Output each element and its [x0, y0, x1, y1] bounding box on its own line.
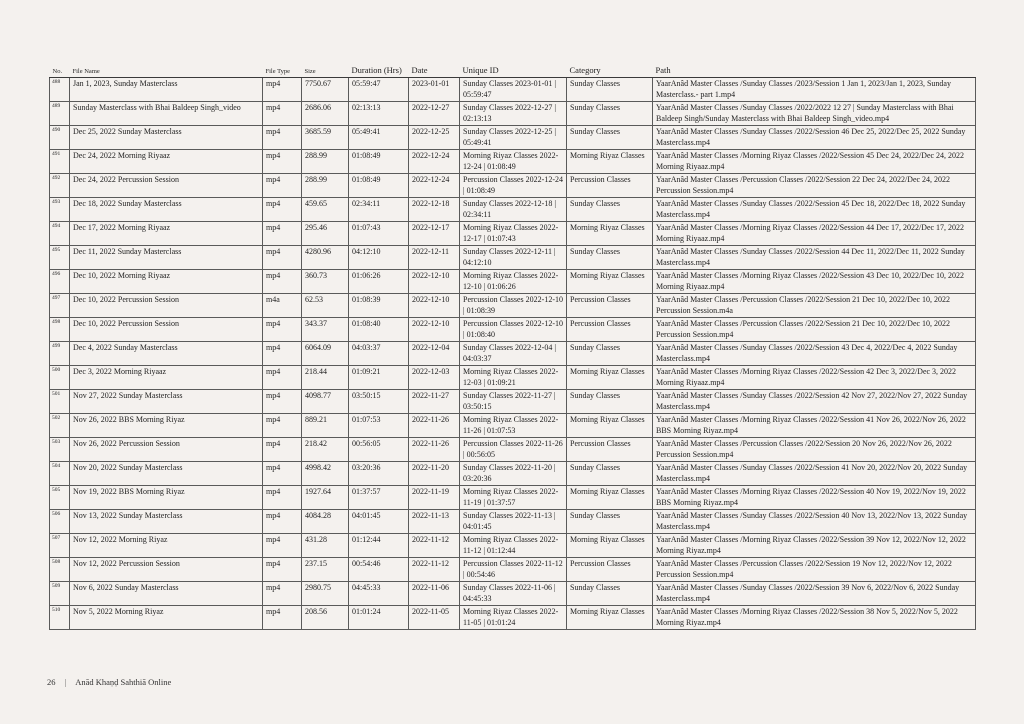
cell-size: 295.46	[302, 222, 349, 246]
cell-category: Morning Riyaz Classes	[567, 366, 653, 390]
cell-file-name: Dec 24, 2022 Morning Riyaaz	[70, 150, 263, 174]
header-no: No.	[50, 63, 70, 78]
cell-path: YaarAnâd Master Classes /Sunday Classes /2022/Session 46 Dec 25, 2022/Dec 25, 2022 Sunday Masterclass.mp4	[653, 126, 976, 150]
cell-no: 490	[50, 126, 70, 150]
cell-unique-id: Sunday Classes 2023-01-01 | 05:59:47	[460, 78, 567, 102]
cell-size: 360.73	[302, 270, 349, 294]
cell-category: Morning Riyaz Classes	[567, 150, 653, 174]
cell-path: YaarAnâd Master Classes /Sunday Classes /2022/Session 45 Dec 18, 2022/Dec 18, 2022 Sunday Masterclass.mp4	[653, 198, 976, 222]
table-row	[50, 78, 976, 102]
cell-date: 2022-12-18	[409, 198, 460, 222]
cell-category: Morning Riyaz Classes	[567, 606, 653, 630]
cell-duration: 00:56:05	[349, 438, 409, 462]
cell-date: 2022-12-10	[409, 294, 460, 318]
cell-path: YaarAnâd Master Classes /Morning Riyaz Classes /2022/Session 43 Dec 10, 2022/Dec 10, 2022 Morning Riyaaz.mp4	[653, 270, 976, 294]
cell-unique-id: Sunday Classes 2022-11-20 | 03:20:36	[460, 462, 567, 486]
cell-date: 2022-11-05	[409, 606, 460, 630]
cell-unique-id: Percussion Classes 2022-12-10 | 01:08:39	[460, 294, 567, 318]
cell-no: 491	[50, 150, 70, 174]
cell-file-name: Nov 12, 2022 Morning Riyaz	[70, 534, 263, 558]
cell-date: 2022-12-24	[409, 150, 460, 174]
cell-no: 502	[50, 414, 70, 438]
cell-size: 459.65	[302, 198, 349, 222]
cell-size: 1927.64	[302, 486, 349, 510]
cell-date: 2023-01-01	[409, 78, 460, 102]
cell-duration: 05:59:47	[349, 78, 409, 102]
cell-unique-id: Sunday Classes 2022-12-11 | 04:12:10	[460, 246, 567, 270]
cell-duration: 04:45:33	[349, 582, 409, 606]
cell-date: 2022-12-10	[409, 270, 460, 294]
cell-date: 2022-11-12	[409, 534, 460, 558]
cell-size: 2980.75	[302, 582, 349, 606]
cell-duration: 03:20:36	[349, 462, 409, 486]
cell-file-name: Dec 11, 2022 Sunday Masterclass	[70, 246, 263, 270]
cell-size: 4998.42	[302, 462, 349, 486]
cell-path: YaarAnâd Master Classes /Percussion Classes /2022/Session 21 Dec 10, 2022/Dec 10, 2022 Percussion Session.m4a	[653, 294, 976, 318]
cell-no: 494	[50, 222, 70, 246]
table-row	[50, 342, 976, 366]
cell-duration: 01:08:49	[349, 150, 409, 174]
cell-unique-id: Sunday Classes 2022-12-25 | 05:49:41	[460, 126, 567, 150]
cell-date: 2022-12-03	[409, 366, 460, 390]
cell-date: 2022-11-19	[409, 486, 460, 510]
header-category: Category	[567, 63, 653, 78]
table-row	[50, 270, 976, 294]
cell-file-type: mp4	[263, 486, 302, 510]
cell-unique-id: Morning Riyaz Classes 2022-12-10 | 01:06:26	[460, 270, 567, 294]
cell-path: YaarAnâd Master Classes /Morning Riyaz Classes /2022/Session 38 Nov 5, 2022/Nov 5, 2022 Morning Riyaz.mp4	[653, 606, 976, 630]
cell-file-name: Nov 19, 2022 BBS Morning Riyaz	[70, 486, 263, 510]
cell-unique-id: Sunday Classes 2022-12-04 | 04:03:37	[460, 342, 567, 366]
cell-no: 506	[50, 510, 70, 534]
cell-unique-id: Morning Riyaz Classes 2022-12-03 | 01:09:21	[460, 366, 567, 390]
table-row	[50, 198, 976, 222]
cell-unique-id: Morning Riyaz Classes 2022-12-24 | 01:08:49	[460, 150, 567, 174]
cell-category: Sunday Classes	[567, 342, 653, 366]
cell-unique-id: Sunday Classes 2022-11-06 | 04:45:33	[460, 582, 567, 606]
cell-file-name: Dec 24, 2022 Percussion Session	[70, 174, 263, 198]
cell-file-type: mp4	[263, 150, 302, 174]
cell-file-name: Sunday Masterclass with Bhai Baldeep Singh_video	[70, 102, 263, 126]
cell-file-name: Dec 4, 2022 Sunday Masterclass	[70, 342, 263, 366]
cell-file-name: Dec 17, 2022 Morning Riyaaz	[70, 222, 263, 246]
cell-no: 510	[50, 606, 70, 630]
cell-file-type: mp4	[263, 390, 302, 414]
cell-file-type: mp4	[263, 558, 302, 582]
table-row	[50, 414, 976, 438]
cell-file-name: Dec 18, 2022 Sunday Masterclass	[70, 198, 263, 222]
cell-size: 288.99	[302, 150, 349, 174]
cell-no: 488	[50, 78, 70, 102]
cell-unique-id: Sunday Classes 2022-11-13 | 04:01:45	[460, 510, 567, 534]
cell-file-type: mp4	[263, 318, 302, 342]
cell-file-type: mp4	[263, 366, 302, 390]
cell-path: YaarAnâd Master Classes /Sunday Classes /2022/Session 44 Dec 11, 2022/Dec 11, 2022 Sunday Masterclass.mp4	[653, 246, 976, 270]
cell-size: 288.99	[302, 174, 349, 198]
cell-duration: 04:03:37	[349, 342, 409, 366]
cell-category: Percussion Classes	[567, 174, 653, 198]
cell-file-type: mp4	[263, 534, 302, 558]
cell-file-type: mp4	[263, 126, 302, 150]
cell-duration: 02:13:13	[349, 102, 409, 126]
footer-separator: |	[64, 677, 67, 687]
cell-date: 2022-12-10	[409, 318, 460, 342]
cell-file-type: m4a	[263, 294, 302, 318]
cell-path: YaarAnâd Master Classes /Percussion Classes /2022/Session 21 Dec 10, 2022/Dec 10, 2022 Percussion Session.mp4	[653, 318, 976, 342]
cell-size: 218.42	[302, 438, 349, 462]
page-number: 26	[47, 677, 56, 687]
cell-date: 2022-11-13	[409, 510, 460, 534]
cell-unique-id: Percussion Classes 2022-12-10 | 01:08:40	[460, 318, 567, 342]
header-date: Date	[409, 63, 460, 78]
cell-path: YaarAnâd Master Classes /Sunday Classes /2022/Session 41 Nov 20, 2022/Nov 20, 2022 Sunday Masterclass.mp4	[653, 462, 976, 486]
cell-size: 218.44	[302, 366, 349, 390]
cell-size: 208.56	[302, 606, 349, 630]
table-row	[50, 246, 976, 270]
table-row	[50, 390, 976, 414]
cell-size: 2686.06	[302, 102, 349, 126]
cell-date: 2022-12-27	[409, 102, 460, 126]
cell-unique-id: Percussion Classes 2022-11-26 | 00:56:05	[460, 438, 567, 462]
table-row	[50, 606, 976, 630]
table-row	[50, 510, 976, 534]
cell-size: 889.21	[302, 414, 349, 438]
cell-date: 2022-11-12	[409, 558, 460, 582]
cell-path: YaarAnâd Master Classes /Sunday Classes /2022/Session 43 Dec 4, 2022/Dec 4, 2022 Sunday Masterclass.mp4	[653, 342, 976, 366]
cell-file-type: mp4	[263, 438, 302, 462]
table-row	[50, 438, 976, 462]
cell-file-type: mp4	[263, 198, 302, 222]
cell-no: 504	[50, 462, 70, 486]
table-row	[50, 126, 976, 150]
cell-duration: 03:50:15	[349, 390, 409, 414]
table-row	[50, 366, 976, 390]
cell-path: YaarAnâd Master Classes /Sunday Classes /2023/Session 1 Jan 1, 2023/Jan 1, 2023, Sunday Masterclass.- part 1.mp4	[653, 78, 976, 102]
cell-file-name: Dec 3, 2022 Morning Riyaaz	[70, 366, 263, 390]
cell-no: 489	[50, 102, 70, 126]
cell-duration: 01:08:39	[349, 294, 409, 318]
cell-unique-id: Morning Riyaz Classes 2022-11-19 | 01:37:57	[460, 486, 567, 510]
cell-category: Percussion Classes	[567, 558, 653, 582]
cell-size: 6064.09	[302, 342, 349, 366]
cell-no: 509	[50, 582, 70, 606]
cell-no: 499	[50, 342, 70, 366]
cell-size: 3685.59	[302, 126, 349, 150]
cell-file-name: Nov 13, 2022 Sunday Masterclass	[70, 510, 263, 534]
header-unique-id: Unique ID	[460, 63, 567, 78]
cell-file-type: mp4	[263, 102, 302, 126]
cell-no: 508	[50, 558, 70, 582]
cell-duration: 01:06:26	[349, 270, 409, 294]
table-row	[50, 150, 976, 174]
cell-no: 496	[50, 270, 70, 294]
header-path: Path	[653, 63, 976, 78]
publication-name: Anād Khaṇḍ Sahthiā Online	[75, 677, 172, 687]
cell-date: 2022-12-11	[409, 246, 460, 270]
cell-file-name: Dec 10, 2022 Percussion Session	[70, 318, 263, 342]
cell-unique-id: Sunday Classes 2022-12-27 | 02:13:13	[460, 102, 567, 126]
cell-date: 2022-11-26	[409, 414, 460, 438]
cell-file-name: Dec 10, 2022 Morning Riyaaz	[70, 270, 263, 294]
table-row	[50, 462, 976, 486]
cell-unique-id: Percussion Classes 2022-11-12 | 00:54:46	[460, 558, 567, 582]
cell-file-type: mp4	[263, 606, 302, 630]
table-row	[50, 558, 976, 582]
cell-category: Percussion Classes	[567, 438, 653, 462]
cell-category: Morning Riyaz Classes	[567, 270, 653, 294]
cell-path: YaarAnâd Master Classes /Percussion Classes /2022/Session 22 Dec 24, 2022/Dec 24, 2022 Percussion Session.mp4	[653, 174, 976, 198]
cell-category: Morning Riyaz Classes	[567, 222, 653, 246]
cell-duration: 01:01:24	[349, 606, 409, 630]
table-row	[50, 534, 976, 558]
cell-path: YaarAnâd Master Classes /Percussion Classes /2022/Session 19 Nov 12, 2022/Nov 12, 2022 Percussion Session.mp4	[653, 558, 976, 582]
cell-duration: 01:07:43	[349, 222, 409, 246]
cell-file-name: Nov 26, 2022 BBS Morning Riyaz	[70, 414, 263, 438]
cell-category: Sunday Classes	[567, 510, 653, 534]
cell-size: 4280.96	[302, 246, 349, 270]
cell-size: 237.15	[302, 558, 349, 582]
cell-date: 2022-11-20	[409, 462, 460, 486]
cell-category: Sunday Classes	[567, 78, 653, 102]
cell-path: YaarAnâd Master Classes /Sunday Classes /2022/2022 12 27 | Sunday Masterclass with Bhai Baldeep Singh/Sunday Masterclass with Bhai Baldeep Singh_video.mp4	[653, 102, 976, 126]
cell-date: 2022-11-06	[409, 582, 460, 606]
cell-duration: 01:08:49	[349, 174, 409, 198]
cell-duration: 01:37:57	[349, 486, 409, 510]
cell-path: YaarAnâd Master Classes /Morning Riyaz Classes /2022/Session 45 Dec 24, 2022/Dec 24, 2022 Morning Riyaaz.mp4	[653, 150, 976, 174]
cell-no: 501	[50, 390, 70, 414]
cell-file-type: mp4	[263, 582, 302, 606]
cell-path: YaarAnâd Master Classes /Morning Riyaz Classes /2022/Session 39 Nov 12, 2022/Nov 12, 2022 Morning Riyaz.mp4	[653, 534, 976, 558]
cell-unique-id: Morning Riyaz Classes 2022-11-05 | 01:01:24	[460, 606, 567, 630]
cell-path: YaarAnâd Master Classes /Sunday Classes /2022/Session 40 Nov 13, 2022/Nov 13, 2022 Sunday Masterclass.mp4	[653, 510, 976, 534]
table-row	[50, 222, 976, 246]
cell-no: 500	[50, 366, 70, 390]
header-file-type: File Type	[263, 63, 302, 78]
header-duration: Duration (Hrs)	[349, 63, 409, 78]
cell-file-name: Nov 27, 2022 Sunday Masterclass	[70, 390, 263, 414]
table-row	[50, 174, 976, 198]
cell-category: Percussion Classes	[567, 318, 653, 342]
table-row	[50, 486, 976, 510]
cell-size: 4098.77	[302, 390, 349, 414]
cell-category: Percussion Classes	[567, 294, 653, 318]
cell-duration: 01:12:44	[349, 534, 409, 558]
cell-path: YaarAnâd Master Classes /Morning Riyaz Classes /2022/Session 44 Dec 17, 2022/Dec 17, 2022 Morning Riyaaz.mp4	[653, 222, 976, 246]
cell-category: Morning Riyaz Classes	[567, 486, 653, 510]
cell-unique-id: Sunday Classes 2022-11-27 | 03:50:15	[460, 390, 567, 414]
cell-file-type: mp4	[263, 78, 302, 102]
cell-file-type: mp4	[263, 510, 302, 534]
cell-no: 495	[50, 246, 70, 270]
cell-date: 2022-12-25	[409, 126, 460, 150]
cell-unique-id: Morning Riyaz Classes 2022-12-17 | 01:07:43	[460, 222, 567, 246]
cell-size: 4084.28	[302, 510, 349, 534]
cell-file-type: mp4	[263, 174, 302, 198]
cell-category: Sunday Classes	[567, 102, 653, 126]
cell-date: 2022-11-27	[409, 390, 460, 414]
cell-file-name: Dec 25, 2022 Sunday Masterclass	[70, 126, 263, 150]
cell-file-name: Dec 10, 2022 Percussion Session	[70, 294, 263, 318]
cell-unique-id: Sunday Classes 2022-12-18 | 02:34:11	[460, 198, 567, 222]
cell-size: 343.37	[302, 318, 349, 342]
cell-file-type: mp4	[263, 222, 302, 246]
cell-date: 2022-12-24	[409, 174, 460, 198]
cell-file-name: Nov 5, 2022 Morning Riyaz	[70, 606, 263, 630]
cell-file-name: Nov 12, 2022 Percussion Session	[70, 558, 263, 582]
cell-category: Sunday Classes	[567, 390, 653, 414]
cell-category: Sunday Classes	[567, 198, 653, 222]
cell-size: 431.28	[302, 534, 349, 558]
table-row	[50, 102, 976, 126]
cell-file-type: mp4	[263, 270, 302, 294]
cell-size: 7750.67	[302, 78, 349, 102]
cell-file-type: mp4	[263, 414, 302, 438]
cell-duration: 01:09:21	[349, 366, 409, 390]
cell-path: YaarAnâd Master Classes /Percussion Classes /2022/Session 20 Nov 26, 2022/Nov 26, 2022 Percussion Session.mp4	[653, 438, 976, 462]
cell-size: 62.53	[302, 294, 349, 318]
header-size: Size	[302, 63, 349, 78]
cell-category: Sunday Classes	[567, 126, 653, 150]
cell-category: Sunday Classes	[567, 246, 653, 270]
cell-unique-id: Morning Riyaz Classes 2022-11-12 | 01:12:44	[460, 534, 567, 558]
cell-unique-id: Percussion Classes 2022-12-24 | 01:08:49	[460, 174, 567, 198]
cell-path: YaarAnâd Master Classes /Morning Riyaz Classes /2022/Session 42 Dec 3, 2022/Dec 3, 2022 Morning Riyaaz.mp4	[653, 366, 976, 390]
cell-no: 507	[50, 534, 70, 558]
cell-file-name: Nov 6, 2022 Sunday Masterclass	[70, 582, 263, 606]
cell-category: Sunday Classes	[567, 582, 653, 606]
table-row	[50, 294, 976, 318]
cell-no: 505	[50, 486, 70, 510]
cell-duration: 04:01:45	[349, 510, 409, 534]
cell-duration: 02:34:11	[349, 198, 409, 222]
cell-duration: 04:12:10	[349, 246, 409, 270]
cell-no: 498	[50, 318, 70, 342]
cell-file-name: Nov 20, 2022 Sunday Masterclass	[70, 462, 263, 486]
cell-no: 492	[50, 174, 70, 198]
cell-no: 503	[50, 438, 70, 462]
header-file-name: File Name	[70, 63, 263, 78]
cell-file-name: Jan 1, 2023, Sunday Masterclass	[70, 78, 263, 102]
table-header-row	[50, 63, 976, 78]
cell-file-type: mp4	[263, 246, 302, 270]
cell-category: Morning Riyaz Classes	[567, 534, 653, 558]
cell-path: YaarAnâd Master Classes /Morning Riyaz Classes /2022/Session 41 Nov 26, 2022/Nov 26, 2022 BBS Morning Riyaz.mp4	[653, 414, 976, 438]
cell-duration: 05:49:41	[349, 126, 409, 150]
cell-duration: 01:08:40	[349, 318, 409, 342]
table-body	[50, 78, 976, 630]
cell-category: Morning Riyaz Classes	[567, 414, 653, 438]
table-row	[50, 582, 976, 606]
cell-date: 2022-12-17	[409, 222, 460, 246]
cell-duration: 01:07:53	[349, 414, 409, 438]
cell-file-type: mp4	[263, 342, 302, 366]
cell-no: 493	[50, 198, 70, 222]
file-table	[49, 63, 976, 630]
cell-unique-id: Morning Riyaz Classes 2022-11-26 | 01:07:53	[460, 414, 567, 438]
cell-path: YaarAnâd Master Classes /Morning Riyaz Classes /2022/Session 40 Nov 19, 2022/Nov 19, 2022 BBS Morning Riyaz.mp4	[653, 486, 976, 510]
cell-file-type: mp4	[263, 462, 302, 486]
cell-date: 2022-12-04	[409, 342, 460, 366]
cell-duration: 00:54:46	[349, 558, 409, 582]
cell-no: 497	[50, 294, 70, 318]
cell-category: Sunday Classes	[567, 462, 653, 486]
cell-date: 2022-11-26	[409, 438, 460, 462]
cell-path: YaarAnâd Master Classes /Sunday Classes /2022/Session 42 Nov 27, 2022/Nov 27, 2022 Sunday Masterclass.mp4	[653, 390, 976, 414]
page-footer	[47, 677, 171, 687]
cell-path: YaarAnâd Master Classes /Sunday Classes /2022/Session 39 Nov 6, 2022/Nov 6, 2022 Sunday Masterclass.mp4	[653, 582, 976, 606]
table-row	[50, 318, 976, 342]
cell-file-name: Nov 26, 2022 Percussion Session	[70, 438, 263, 462]
